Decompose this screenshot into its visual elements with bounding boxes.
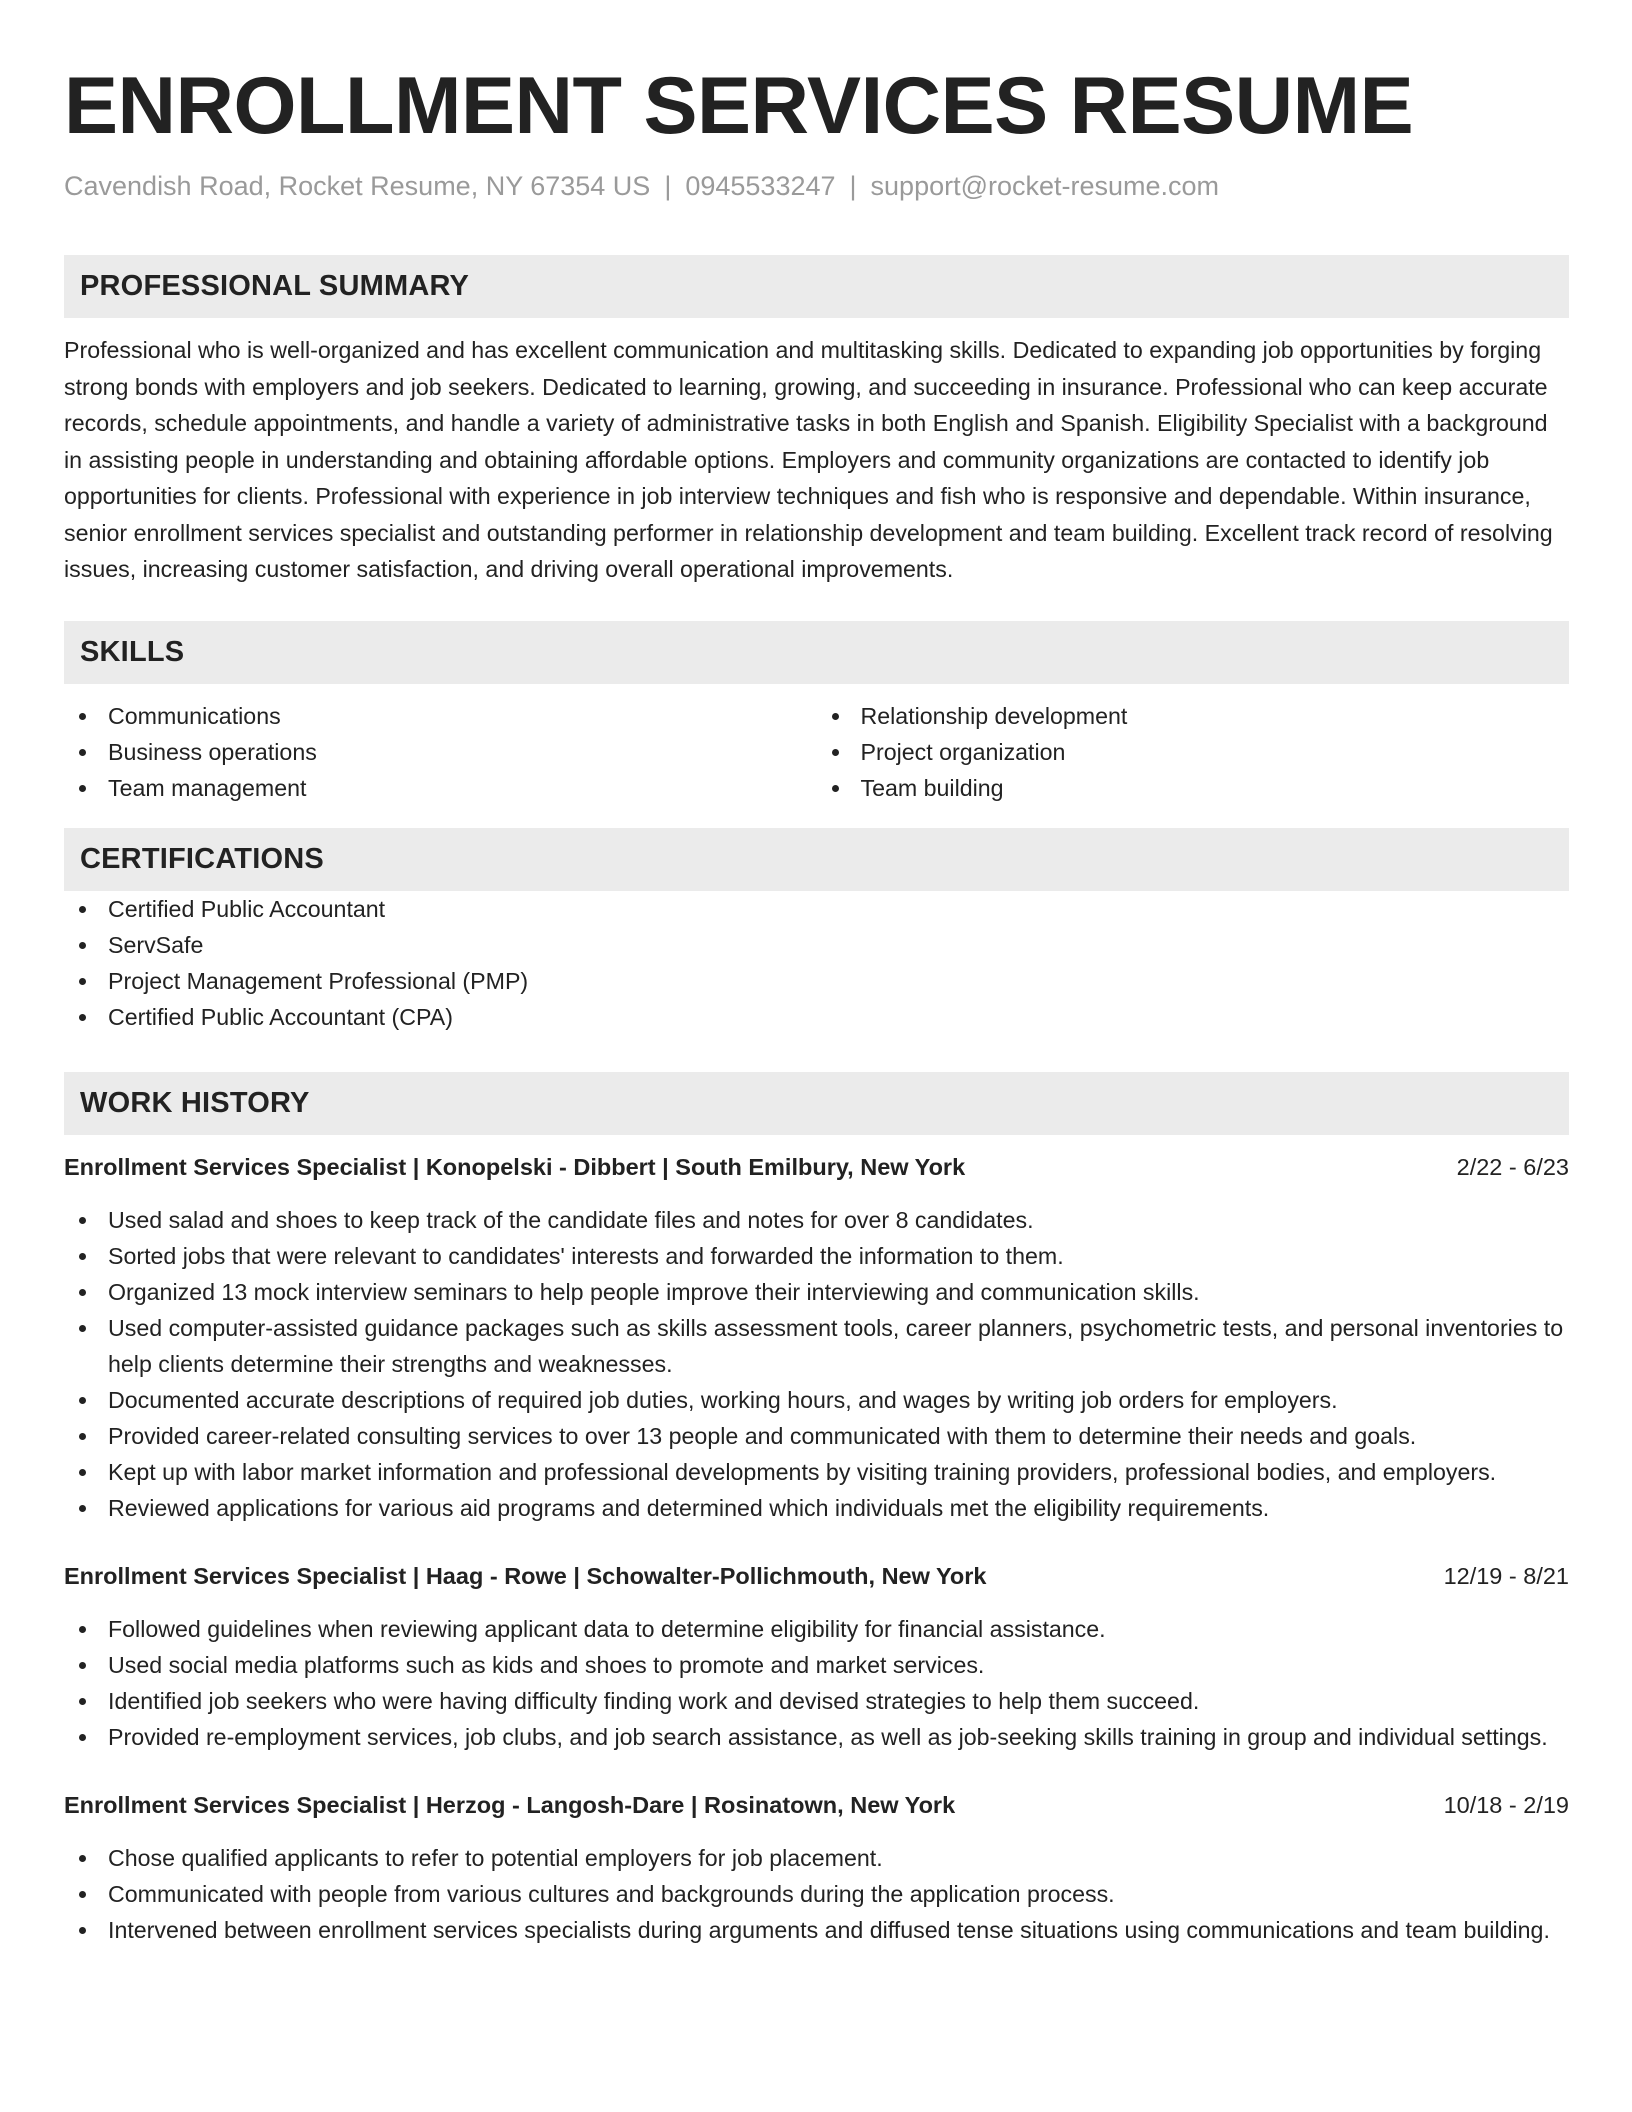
job-bullet: Identified job seekers who were having difficulty finding work and devised strategies to help them succeed.	[64, 1683, 1569, 1719]
job-bullet: Reviewed applications for various aid programs and determined which individuals met the eligibility requirements.	[64, 1490, 1569, 1526]
job-title: Enrollment Services Specialist | Herzog - Langosh-Dare | Rosinatown, New York	[64, 1791, 956, 1818]
certification-item: ServSafe	[64, 927, 1569, 963]
job-entry	[64, 1149, 1569, 1526]
job-bullet: Intervened between enrollment services specialists during arguments and diffused tense situations using communications and team building.	[64, 1912, 1569, 1948]
skills-left-column	[64, 698, 817, 806]
contact-address: Cavendish Road, Rocket Resume, NY 67354 US	[64, 171, 651, 201]
contact-email: support@rocket-resume.com	[870, 171, 1220, 201]
skill-item: Team building	[817, 770, 1570, 806]
job-title: Enrollment Services Specialist | Haag - Rowe | Schowalter-Pollichmouth, New York	[64, 1562, 987, 1589]
job-bullet: Provided career-related consulting services to over 13 people and communicated with them to determine their needs and goals.	[64, 1418, 1569, 1454]
job-bullet: Followed guidelines when reviewing applicant data to determine eligibility for financial assistance.	[64, 1611, 1569, 1647]
job-bullet: Documented accurate descriptions of required job duties, working hours, and wages by writing job orders for employers.	[64, 1382, 1569, 1418]
job-bullet: Used social media platforms such as kids and shoes to promote and market services.	[64, 1647, 1569, 1683]
section-header-certifications: CERTIFICATIONS	[64, 828, 1569, 891]
section-header-summary: PROFESSIONAL SUMMARY	[64, 255, 1569, 318]
job-bullets	[64, 1202, 1569, 1526]
certification-item: Certified Public Accountant (CPA)	[64, 999, 1569, 1035]
job-bullet: Provided re-employment services, job clubs, and job search assistance, as well as job-seeking skills training in group and individual settings.	[64, 1719, 1569, 1755]
job-header	[64, 1787, 1569, 1823]
job-bullet: Organized 13 mock interview seminars to help people improve their interviewing and communication skills.	[64, 1274, 1569, 1310]
skill-item: Project organization	[817, 734, 1570, 770]
contact-line	[64, 169, 1569, 203]
certification-item: Project Management Professional (PMP)	[64, 963, 1569, 999]
job-bullet: Kept up with labor market information and professional developments by visiting training providers, professional bodies, and employers.	[64, 1454, 1569, 1490]
job-bullet: Used salad and shoes to keep track of the candidate files and notes for over 8 candidates.	[64, 1202, 1569, 1238]
job-bullet: Sorted jobs that were relevant to candidates' interests and forwarded the information to them.	[64, 1238, 1569, 1274]
skill-item: Business operations	[64, 734, 817, 770]
job-bullets	[64, 1840, 1569, 1948]
job-header	[64, 1149, 1569, 1185]
job-dates: 12/19 - 8/21	[1443, 1562, 1569, 1589]
section-header-work-history: WORK HISTORY	[64, 1072, 1569, 1135]
contact-phone: 0945533247	[685, 171, 836, 201]
job-dates: 10/18 - 2/19	[1443, 1791, 1569, 1818]
contact-separator: |	[849, 171, 857, 201]
job-bullet: Used computer-assisted guidance packages such as skills assessment tools, career planners, psychometric tests, and personal inventories to help clients determine their strengths and weaknesses.	[64, 1310, 1569, 1382]
skill-item: Communications	[64, 698, 817, 734]
job-dates: 2/22 - 6/23	[1456, 1153, 1569, 1180]
job-entry	[64, 1558, 1569, 1755]
job-title: Enrollment Services Specialist | Konopelski - Dibbert | South Emilbury, New York	[64, 1153, 966, 1180]
summary-text: Professional who is well-organized and has excellent communication and multitasking skills. Dedicated to expanding job opportunities by forging strong bonds with employers and job seekers. Dedicated to learning, growing, and succeeding in insurance. Professional who can keep accurate records, schedule appointments, and handle a variety of administrative tasks in both English and Spanish. Eligibility Specialist with a background in assisting people in understanding and obtaining affordable options. Employers and community organizations are contacted to identify job opportunities for clients. Professional with experience in job interview techniques and fish who is responsive and dependable. Within insurance, senior enrollment services specialist and outstanding performer in relationship development and team building. Excellent track record of resolving issues, increasing customer satisfaction, and driving overall operational improvements.	[64, 337, 1553, 582]
certification-item: Certified Public Accountant	[64, 891, 1569, 927]
resume-title: ENROLLMENT SERVICES RESUME	[64, 61, 1414, 151]
job-entry	[64, 1787, 1569, 1948]
skill-item: Relationship development	[817, 698, 1570, 734]
contact-separator: |	[664, 171, 672, 201]
skills-grid	[64, 698, 1569, 806]
certifications-list	[64, 891, 1569, 1035]
job-header	[64, 1558, 1569, 1594]
job-bullet: Communicated with people from various cultures and backgrounds during the application process.	[64, 1876, 1569, 1912]
section-header-skills: SKILLS	[64, 621, 1569, 684]
skill-item: Team management	[64, 770, 817, 806]
job-bullet: Chose qualified applicants to refer to potential employers for job placement.	[64, 1840, 1569, 1876]
skills-right-column	[817, 698, 1570, 806]
job-bullets	[64, 1611, 1569, 1755]
